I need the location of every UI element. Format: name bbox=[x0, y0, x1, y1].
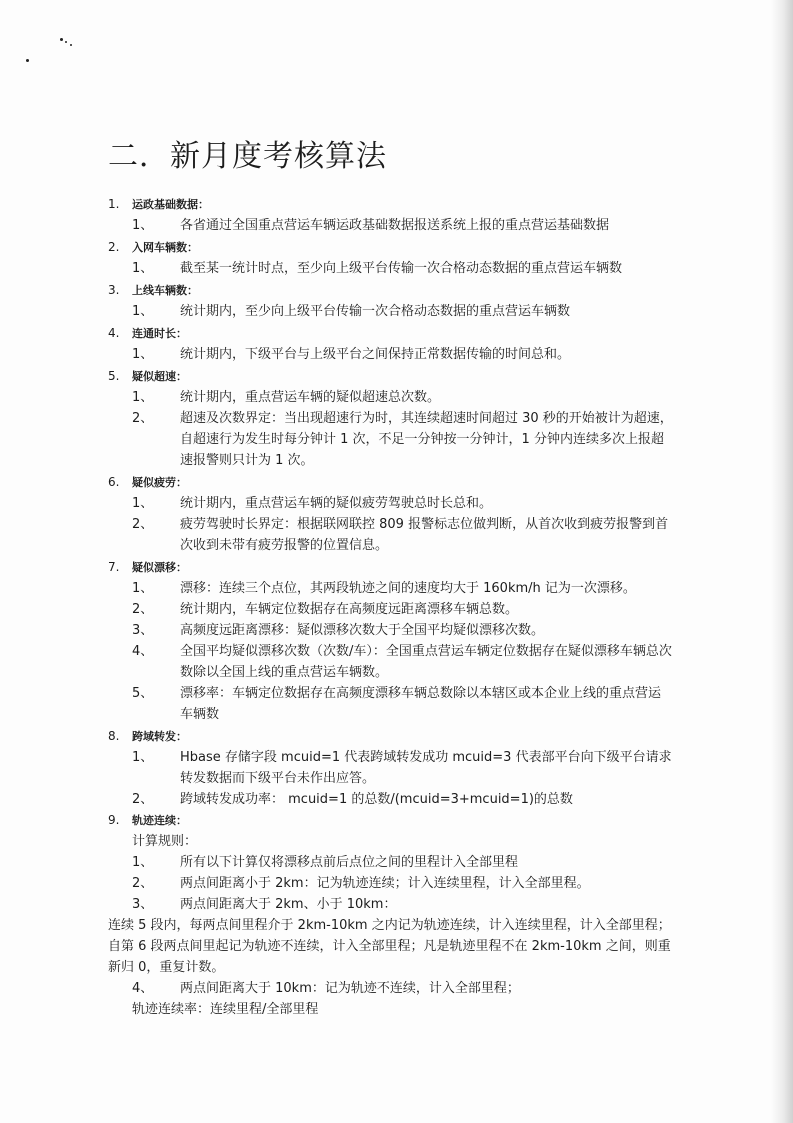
continuity-rate: 轨迹连续率：连续里程/全部里程 bbox=[132, 1002, 319, 1017]
item-text: 统计期内，重点营运车辆的疑似疲劳驾驶总时长总和。 bbox=[180, 496, 493, 511]
item-text: 统计期内，下级平台与上级平台之间保持正常数据传输的时间总和。 bbox=[180, 347, 571, 362]
list-item bbox=[132, 683, 673, 725]
section-label: 疑似超速： bbox=[132, 370, 187, 383]
item-text: 漂移率：车辆定位数据存在高频度漂移车辆总数除以本辖区或本企业上线的重点营运车辆数 bbox=[180, 686, 662, 722]
list-item bbox=[132, 620, 673, 641]
item-number: 1、 bbox=[132, 750, 154, 765]
list-item bbox=[132, 493, 673, 514]
section-number: 9. bbox=[108, 813, 120, 827]
list-item bbox=[132, 215, 673, 236]
item-text: 跨域转发成功率： mcuid=1 的总数/(mcuid=3+mcuid=1)的总数 bbox=[180, 792, 573, 807]
section-3 bbox=[108, 280, 673, 322]
item-number: 2、 bbox=[132, 876, 154, 891]
rule-title: 计算规则： bbox=[132, 834, 198, 849]
section-number: 4. bbox=[108, 326, 120, 340]
item-number: 4、 bbox=[132, 981, 154, 996]
page-title: 二．新月度考核算法 bbox=[108, 139, 387, 174]
section-label: 疑似疲劳： bbox=[132, 476, 187, 489]
item-number: 2、 bbox=[132, 411, 154, 426]
list-item bbox=[132, 978, 673, 999]
item-text: 统计期内，车辆定位数据存在高频度远距离漂移车辆总数。 bbox=[180, 602, 519, 617]
list-item bbox=[132, 852, 673, 873]
item-text: 各省通过全国重点营运车辆运政基础数据报送系统上报的重点营运基础数据 bbox=[180, 218, 610, 233]
item-text: 截至某一统计时点，至少向上级平台传输一次合格动态数据的重点营运车辆数 bbox=[180, 261, 623, 276]
item-text: 超速及次数界定：当出现超速行为时，其连续超速时间超过 30 秒的开始被计为超速，自超速行为发生时每分钟计 1 次，不足一分钟按一分钟计，1 分钟内连续多次上报超速报警则只计为 1 次。 bbox=[180, 411, 673, 468]
section-4 bbox=[108, 323, 673, 365]
item-number: 1、 bbox=[132, 347, 154, 362]
list-item bbox=[132, 387, 673, 408]
scan-speck bbox=[70, 44, 72, 46]
item-text: 高频度远距离漂移：疑似漂移次数大于全国平均疑似漂移次数。 bbox=[180, 623, 545, 638]
section-7 bbox=[108, 557, 673, 725]
list-item bbox=[132, 514, 673, 556]
list-item bbox=[132, 578, 673, 599]
list-item bbox=[132, 301, 673, 322]
section-5 bbox=[108, 366, 673, 471]
item-text: 疲劳驾驶时长界定：根据联网联控 809 报警标志位做判断，从首次收到疲劳报警到首次收到未带有疲劳报警的位置信息。 bbox=[180, 517, 669, 553]
item-number: 3、 bbox=[132, 897, 154, 912]
item-text: 全国平均疑似漂移次数（次数/车）：全国重点营运车辆定位数据存在疑似漂移车辆总次数除以全国上线的重点营运车辆数。 bbox=[180, 644, 672, 680]
scan-speck bbox=[65, 41, 67, 43]
section-label: 轨迹连续： bbox=[132, 814, 187, 827]
section-number: 3. bbox=[108, 283, 120, 297]
scan-speck bbox=[26, 59, 29, 62]
section-label: 连通时长： bbox=[132, 327, 187, 340]
item-number: 2、 bbox=[132, 517, 154, 532]
list-item bbox=[132, 873, 673, 894]
item-number: 4、 bbox=[132, 644, 154, 659]
item-number: 2、 bbox=[132, 792, 154, 807]
item-text: 两点间距离小于 2km：记为轨迹连续；计入连续里程，计入全部里程。 bbox=[180, 876, 590, 891]
section-number: 1. bbox=[108, 197, 120, 211]
item-text: 统计期内，至少向上级平台传输一次合格动态数据的重点营运车辆数 bbox=[180, 304, 571, 319]
section-label: 跨域转发： bbox=[132, 730, 187, 743]
item-number: 1、 bbox=[132, 390, 154, 405]
item-text: Hbase 存储字段 mcuid=1 代表跨域转发成功 mcuid=3 代表部平台向下级平台请求转发数据而下级平台未作出应答。 bbox=[180, 750, 672, 786]
section-1 bbox=[108, 194, 673, 236]
section-number: 6. bbox=[108, 475, 120, 489]
list-item bbox=[132, 408, 673, 471]
item-number: 3、 bbox=[132, 623, 154, 638]
section-8 bbox=[108, 726, 673, 810]
item-text: 统计期内，重点营运车辆的疑似超速总次数。 bbox=[180, 390, 441, 405]
rule-paragraph: 连续 5 段内，每两点间里程介于 2km-10km 之内记为轨迹连续，计入连续里程，计入全部里程；自第 6 段两点间里起记为轨迹不连续，计入全部里程；凡是轨迹里程不在 2km-10km 之间，则重新归 0，重复计数。 bbox=[108, 918, 671, 975]
document-body bbox=[108, 194, 673, 1020]
item-text: 两点间距离大于 2km、小于 10km： bbox=[180, 897, 397, 912]
item-number: 2、 bbox=[132, 602, 154, 617]
list-item bbox=[132, 789, 673, 810]
item-text: 漂移：连续三个点位，其两段轨迹之间的速度均大于 160km/h 记为一次漂移。 bbox=[180, 581, 636, 596]
list-item bbox=[132, 894, 673, 915]
list-item bbox=[132, 344, 673, 365]
list-item bbox=[132, 641, 673, 683]
section-number: 7. bbox=[108, 560, 120, 574]
item-number: 1、 bbox=[132, 304, 154, 319]
list-item bbox=[132, 747, 673, 789]
scan-shadow-edge bbox=[771, 0, 793, 1123]
section-label: 运政基础数据： bbox=[132, 198, 209, 211]
section-number: 8. bbox=[108, 729, 120, 743]
section-label: 入网车辆数： bbox=[132, 241, 198, 254]
list-item bbox=[132, 258, 673, 279]
item-number: 1、 bbox=[132, 581, 154, 596]
scan-speck bbox=[60, 38, 63, 41]
section-label: 上线车辆数： bbox=[132, 284, 198, 297]
section-6 bbox=[108, 472, 673, 556]
section-2 bbox=[108, 237, 673, 279]
section-9 bbox=[108, 810, 673, 1020]
section-label: 疑似漂移： bbox=[132, 561, 187, 574]
section-list bbox=[108, 194, 673, 810]
section-number: 2. bbox=[108, 240, 120, 254]
item-number: 1、 bbox=[132, 496, 154, 511]
list-item bbox=[132, 599, 673, 620]
item-number: 1、 bbox=[132, 261, 154, 276]
item-text: 所有以下计算仅将漂移点前后点位之间的里程计入全部里程 bbox=[180, 855, 519, 870]
item-text: 两点间距离大于 10km：记为轨迹不连续，计入全部里程； bbox=[180, 981, 520, 996]
item-number: 1、 bbox=[132, 855, 154, 870]
item-number: 1、 bbox=[132, 218, 154, 233]
item-number: 5、 bbox=[132, 686, 154, 701]
section-number: 5. bbox=[108, 369, 120, 383]
